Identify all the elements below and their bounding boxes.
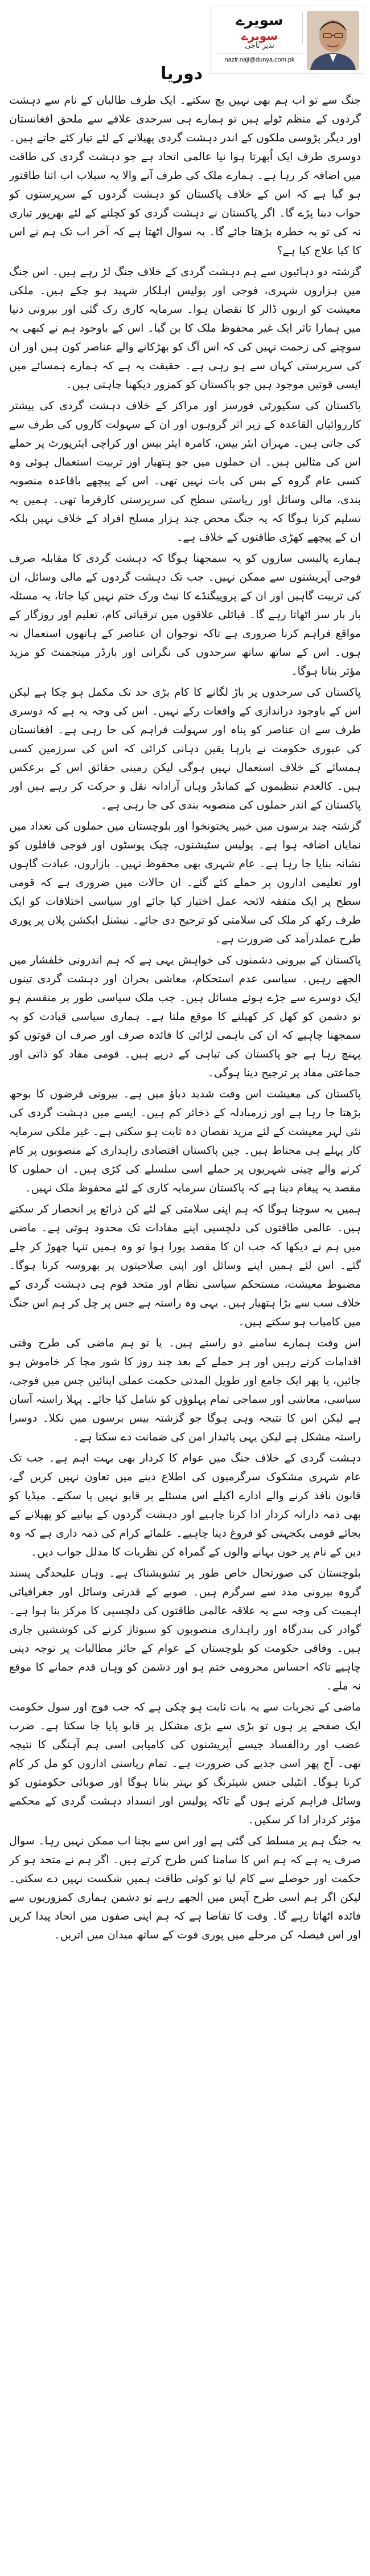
article-paragraph-13: ماضی کے تجربات سے یہ بات ثابت ہو چکی ہے کہ جب فوج اور سول حکومت ایک صفحے پر ہوں تو بڑی سے بڑی مشکل پر قابو پایا جا سکتا ہے۔ ضرب عضب اور ردالفساد جیسے آپریشنوں کی کامیابی اسی ہم آہنگی کا نتیجہ تھی۔ آج پھر اسی جذبے کی ضرورت ہے۔ تمام ریاستی اداروں کو مل کر کام کرنا ہوگا۔ انٹیلی جنس شیئرنگ کو بہتر بنانا ہوگا اور صوبائی حکومتوں کو وسائل فراہم کرنے ہوں گے تاکہ پولیس اور انسداد دہشت گردی کے محکمے مؤثر کردار ادا کر سکیں۔	[9, 1701, 361, 1826]
author-photo-image	[307, 11, 359, 70]
article-paragraph-8: پاکستان کی معیشت اس وقت شدید دباؤ میں ہے۔ بیرونی قرضوں کا بوجھ بڑھتا جا رہا ہے اور زرمبادلہ کے ذخائر کم ہیں۔ ایسے میں دہشت گردی کی نئی لہر معیشت کے لئے مزید نقصان دہ ثابت ہو سکتی ہے۔ غیر ملکی سرمایہ کار پہلے ہی محتاط ہیں۔ چین پاکستان اقتصادی راہداری کے منصوبوں پر کام کرنے والے چینی شہریوں پر حملے اسی سلسلے کی کڑی ہیں۔ ان حملوں کا مقصد یہ پیغام دینا ہے کہ پاکستان سرمایہ کاری کے لئے محفوظ ملک نہیں۔	[9, 1088, 361, 1194]
article-paragraph-5: پاکستان کی سرحدوں پر باڑ لگانے کا کام بڑی حد تک مکمل ہو چکا ہے لیکن اس کے باوجود دراندازی کے واقعات رکے نہیں۔ اس کی وجہ یہ ہے کہ دوسری طرف سے ان عناصر کو پناہ اور سہولت فراہم کی جا رہی ہے۔ افغانستان کی عبوری حکومت نے بارہا یقین دہانی کرائی کہ اس کی سرزمین کسی ہمسائے کے خلاف استعمال نہیں ہوگی لیکن زمینی حقائق اس کے برعکس ہیں۔ کالعدم تنظیموں کے کمانڈر وہاں آزادانہ نقل و حرکت کر رہے ہیں اور پاکستان کے اندر حملوں کی منصوبہ بندی کی جا رہی ہے۔	[9, 686, 361, 811]
column-title: دوریا	[161, 64, 203, 84]
logo-line-2: سویرے	[241, 29, 278, 43]
article-paragraph-14: یہ جنگ ہم پر مسلط کی گئی ہے اور اس سے بچنا اب ممکن نہیں رہا۔ سوال صرف یہ ہے کہ ہم اس کا سامنا کس طرح کرتے ہیں۔ اگر ہم نے متحد ہو کر حکمت اور حوصلے سے کام لیا تو کوئی طاقت ہمیں شکست نہیں دے سکتی۔ لیکن اگر ہم اسی طرح آپس میں الجھے رہے تو دشمن ہماری کمزوریوں سے فائدہ اٹھاتا رہے گا۔ وقت کا تقاضا ہے کہ ہم اپنی صفوں میں اتحاد پیدا کریں اور اس فیصلہ کن مرحلے میں پوری قوت کے ساتھ میدان میں اتریں۔	[9, 1835, 361, 1941]
author-name: نذیر ناجی	[245, 42, 274, 50]
article-paragraph-11: دہشت گردی کے خلاف جنگ میں عوام کا کردار بھی بہت اہم ہے۔ جب تک عام شہری مشکوک سرگرمیوں کی اطلاع دینے میں تعاون نہیں کریں گے، قانون نافذ کرنے والے ادارے اکیلے اس مسئلے پر قابو نہیں پا سکتے۔ میڈیا کو بھی ذمہ دارانہ کردار ادا کرنا چاہیے اور دہشت گردوں کے بیانیے کو پھیلانے کے بجائے قومی یکجہتی کو فروغ دینا چاہیے۔ علمائے کرام کی ذمہ داری ہے کہ وہ دین کے نام پر خون بہانے والوں کے گمراہ کن نظریات کا مدلل جواب دیں۔	[9, 1452, 361, 1558]
article-paragraph-12: بلوچستان کی صورتحال خاص طور پر تشویشناک ہے۔ وہاں علیحدگی پسند گروہ بیرونی مدد سے سرگرم ہیں۔ صوبے کے قدرتی وسائل اور جغرافیائی اہمیت کی وجہ سے یہ علاقہ عالمی طاقتوں کی دلچسپی کا مرکز بنا ہوا ہے۔ گوادر کی بندرگاہ اور راہداری منصوبوں کو سبوتاژ کرنے کی کوششیں جاری ہیں۔ وفاقی حکومت کو بلوچستان کے عوام کے جائز مطالبات پر توجہ دینی چاہیے تاکہ احساس محرومی ختم ہو اور دشمن کو وہاں قدم جمانے کا موقع نہ ملے۔	[9, 1567, 361, 1692]
author-photo	[307, 11, 359, 70]
article-body	[9, 91, 361, 2564]
article-paragraph-2: گزشتہ دو دہائیوں سے ہم دہشت گردی کے خلاف جنگ لڑ رہے ہیں۔ اس جنگ میں ہزاروں شہری، فوجی اور پولیس اہلکار شہید ہو چکے ہیں۔ ملکی معیشت کو اربوں ڈالر کا نقصان ہوا۔ سرمایہ کاری رک گئی اور بیرونی دنیا میں ہمارا تاثر ایک غیر محفوظ ملک کا بن گیا۔ اس کے باوجود ہم نے کبھی یہ سوچنے کی زحمت نہیں کی کہ اس آگ کو بھڑکانے والے عناصر کون ہیں اور ان کی سرپرستی کہاں سے ہو رہی ہے۔ حقیقت یہ ہے کہ ہمارے ہمسائے میں ایسی قوتیں موجود ہیں جو پاکستان کو کمزور دیکھنا چاہتی ہیں۔	[9, 266, 361, 391]
article-paragraph-9: ہمیں یہ سوچنا ہوگا کہ ہم اپنی سلامتی کے لئے کن ذرائع پر انحصار کر سکتے ہیں۔ عالمی طاقتوں کی دلچسپی اپنے مفادات تک محدود ہوتی ہے۔ ماضی میں ہم نے دیکھا کہ جب ان کا مقصد پورا ہوا تو وہ ہمیں تنہا چھوڑ کر چلے گئے۔ اس لئے ہمیں اپنے وسائل اور اپنی صلاحیتوں پر بھروسہ کرنا ہوگا۔ مضبوط معیشت، مستحکم سیاسی نظام اور متحد قوم ہی دہشت گردی کے خلاف سب سے بڑا ہتھیار ہیں۔ یہی وہ راستہ ہے جس پر چل کر ہم اس جنگ میں کامیاب ہو سکتے ہیں۔	[9, 1203, 361, 1328]
column-logo	[217, 12, 303, 45]
column-masthead	[211, 6, 364, 74]
article-paragraph-10: اس وقت ہمارے سامنے دو راستے ہیں۔ یا تو ہم ماضی کی طرح وقتی اقدامات کرتے رہیں اور ہر حملے کے بعد چند روز کا شور مچا کر خاموش ہو جائیں، یا پھر ایک جامع اور طویل المدتی حکمت عملی اپنائیں جس میں فوجی، سیاسی، معاشی اور سماجی تمام پہلوؤں کو شامل کیا جائے۔ پہلا راستہ آسان ہے لیکن اس کا نتیجہ وہی ہوگا جو گزشتہ بیس برسوں میں نکلا۔ دوسرا راستہ مشکل ہے لیکن یہی پائیدار امن کی ضمانت دے سکتا ہے۔	[9, 1337, 361, 1443]
article-paragraph-3: پاکستان کی سکیورٹی فورسز اور مراکز کے خلاف دہشت گردی کی بیشتر کارروائیاں القاعدہ کے زیر اثر گروہوں اور ان کے سہولت کاروں کی طرف سے کی جاتی ہیں۔ مہران ایئر بیس، کامرہ ایئر بیس اور کراچی ایئرپورٹ پر حملے اس کی مثالیں ہیں۔ ان حملوں میں جو ہتھیار اور تربیت استعمال ہوئی وہ کسی عام گروہ کے بس کی بات نہیں تھی۔ اس کے پیچھے باقاعدہ منصوبہ بندی، مالی وسائل اور ریاستی سطح کی سرپرستی کارفرما تھی۔ ہمیں یہ تسلیم کرنا ہوگا کہ یہ جنگ محض چند ہزار مسلح افراد کے خلاف نہیں بلکہ ان کے پیچھے کھڑی طاقتوں کے خلاف ہے۔	[9, 399, 361, 544]
logo-line-1: سویرے	[236, 12, 283, 29]
article-paragraph-1: جنگ سے تو اب ہم بھی نہیں بچ سکتے۔ ایک طرف طالبان کے نام سے دہشت گردوں کے منظم ٹولے ہیں تو ہمارے ہی سرحدی علاقے سے ملحق افغانستان اور دیگر پڑوسی ملکوں کے اندر دہشت گردی پھیلانے کے لئے تیار کئے جاتے ہیں۔ دوسری طرف ایک اُبھرتا ہوا نیا عالمی اتحاد ہے جو دہشت گردی کی طاقت میں اضافہ کر رہا ہے۔ ہمارے ملک کی طرف آنے والا یہ سیلاب اب اتنا طاقتور ہو گیا ہے کہ اس کے خلاف پاکستان کو دہشت گردوں کے سرپرستوں کو جواب دینا پڑے گا۔ اگر پاکستان نے دہشت گردی کو کچلنے کے لئے بھرپور تیاری نہ کی تو یہ خطرہ بڑھتا جائے گا۔ یہ سوال اٹھتا ہے کہ آخر اب تک ہم نے اس کا کیا علاج کیا ہے؟	[9, 94, 361, 257]
author-email[interactable]: nazir.naji@dunya.com.pk	[217, 53, 302, 66]
article-paragraph-4: ہمارے پالیسی سازوں کو یہ سمجھنا ہوگا کہ دہشت گردی کا مقابلہ صرف فوجی آپریشنوں سے ممکن نہیں۔ جب تک دہشت گردوں کے مالی وسائل، ان کی تربیت گاہیں اور ان کے پروپیگنڈے کا نیٹ ورک ختم نہیں کیا جاتا، یہ مسئلہ بار بار سر اٹھاتا رہے گا۔ قبائلی علاقوں میں ترقیاتی کام، تعلیم اور روزگار کے مواقع فراہم کرنا ضروری ہے تاکہ نوجوان ان عناصر کے ہاتھوں استعمال نہ ہوں۔ اس کے ساتھ ساتھ سرحدوں کی نگرانی اور بارڈر مینجمنٹ کو مزید مؤثر بنانا ہوگا۔	[9, 552, 361, 677]
article-paragraph-6: گزشتہ چند برسوں میں خیبر پختونخوا اور بلوچستان میں حملوں کی تعداد میں نمایاں اضافہ ہوا ہے۔ پولیس سٹیشنوں، چیک پوسٹوں اور فوجی قافلوں کو نشانہ بنایا جا رہا ہے۔ عام شہری بھی محفوظ نہیں۔ بازاروں، عبادت گاہوں اور تعلیمی اداروں پر حملے کئے گئے۔ ان حالات میں ضروری ہے کہ قومی سطح پر ایک متفقہ لائحہ عمل اختیار کیا جائے اور سیاسی اختلافات کو ایک طرف رکھ کر ملک کی سلامتی کو ترجیح دی جائے۔ نیشنل ایکشن پلان پر پوری طرح عملدرآمد کی ضرورت ہے۔	[9, 820, 361, 945]
article-paragraph-7: پاکستان کے بیرونی دشمنوں کی خواہش یہی ہے کہ ہم اندرونی خلفشار میں الجھے رہیں۔ سیاسی عدم استحکام، معاشی بحران اور دہشت گردی تینوں ایک دوسرے سے جڑے ہوئے مسائل ہیں۔ جب ملک سیاسی طور پر منقسم ہو تو دشمن کو کھل کر کھیلنے کا موقع ملتا ہے۔ ہماری سیاسی قیادت کو یہ سمجھنا چاہیے کہ ان کی باہمی لڑائی کا فائدہ صرف اور صرف ان قوتوں کو پہنچ رہا ہے جو پاکستان کی تباہی کے درپے ہیں۔ قومی مفاد کو ذاتی اور جماعتی مفاد پر ترجیح دینا ہوگی۔	[9, 954, 361, 1079]
